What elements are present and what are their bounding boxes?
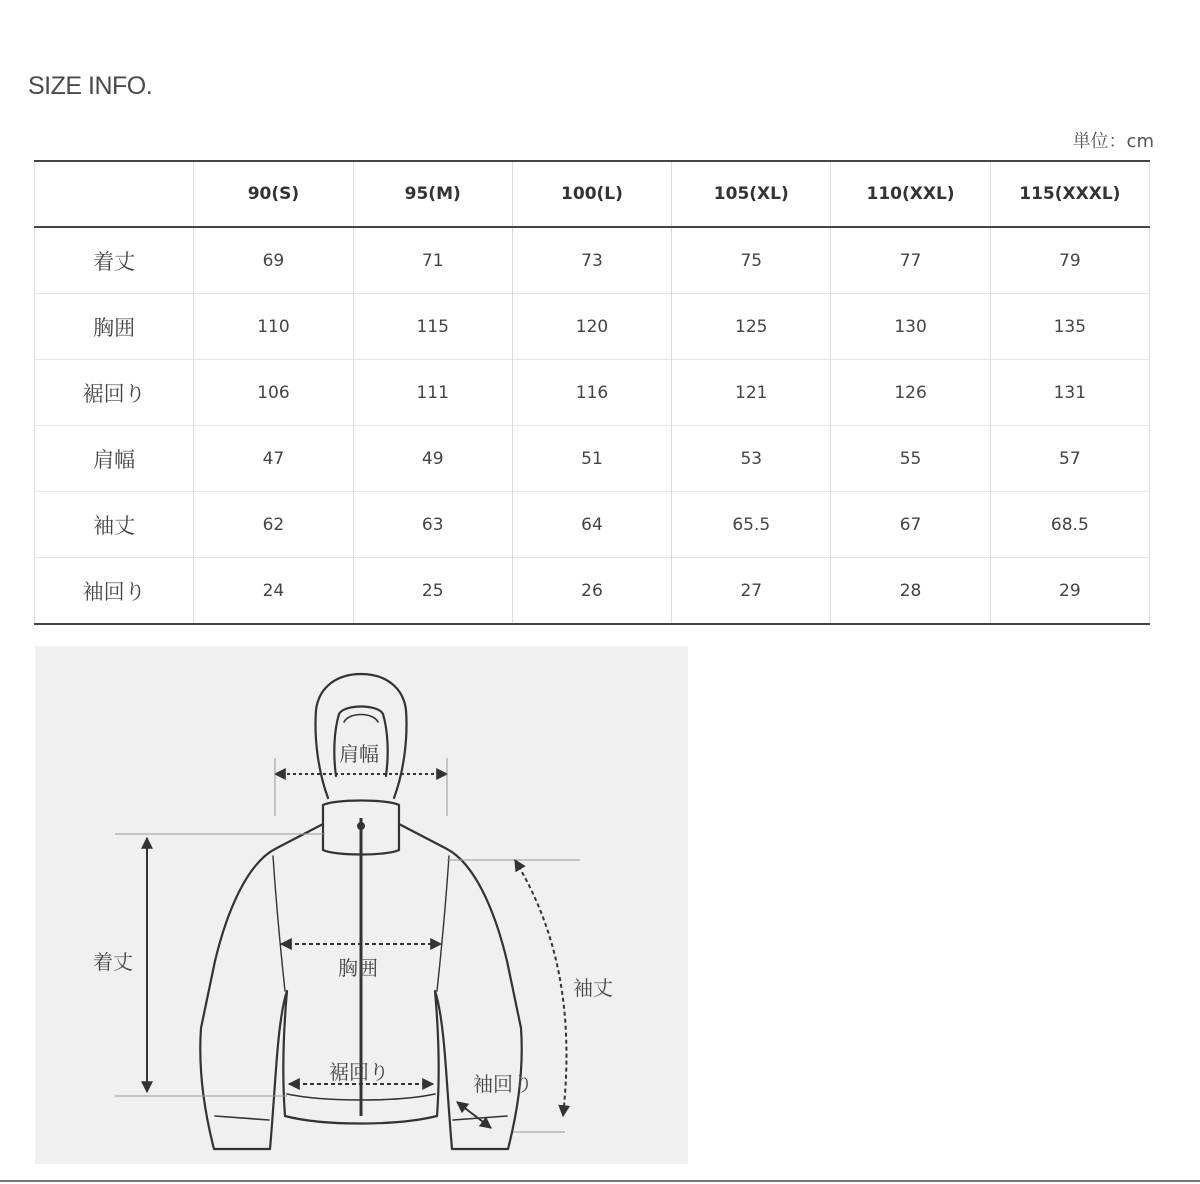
table-cell: 126 xyxy=(831,360,990,426)
chest-label: 胸囲 xyxy=(338,956,378,980)
table-cell: 67 xyxy=(831,492,990,558)
measurement-diagram xyxy=(35,646,688,1164)
row-label: 肩幅 xyxy=(35,426,194,492)
table-row xyxy=(35,426,1150,492)
table-row xyxy=(35,360,1150,426)
table-cell: 69 xyxy=(194,227,353,294)
hem-label: 裾回り xyxy=(329,1060,389,1084)
sleeve-opening-arrow xyxy=(457,1102,491,1128)
table-cell: 27 xyxy=(672,558,831,625)
table-row xyxy=(35,492,1150,558)
bottom-divider xyxy=(0,1180,1200,1182)
jacket-illustration xyxy=(35,646,688,1164)
table-cell: 65.5 xyxy=(672,492,831,558)
table-cell: 111 xyxy=(353,360,512,426)
table-cell: 28 xyxy=(831,558,990,625)
table-cell: 55 xyxy=(831,426,990,492)
column-header: 105(XL) xyxy=(672,161,831,227)
table-cell: 68.5 xyxy=(990,492,1149,558)
table-header-row xyxy=(35,161,1150,227)
column-header: 100(L) xyxy=(512,161,671,227)
length-label: 着丈 xyxy=(93,950,133,974)
row-label: 袖丈 xyxy=(35,492,194,558)
sleeve-opening-label: 袖回り xyxy=(473,1072,533,1096)
table-cell: 24 xyxy=(194,558,353,625)
table-cell: 115 xyxy=(353,294,512,360)
section-title: SIZE INFO. xyxy=(28,72,153,100)
table-cell: 131 xyxy=(990,360,1149,426)
row-label: 裾回り xyxy=(35,360,194,426)
table-cell: 130 xyxy=(831,294,990,360)
table-cell: 110 xyxy=(194,294,353,360)
table-cell: 116 xyxy=(512,360,671,426)
size-table xyxy=(34,160,1150,625)
column-header: 115(XXXL) xyxy=(990,161,1149,227)
table-cell: 53 xyxy=(672,426,831,492)
corner-cell xyxy=(35,161,194,227)
table-cell: 121 xyxy=(672,360,831,426)
sleeve-length-label: 袖丈 xyxy=(573,976,613,1000)
table-cell: 57 xyxy=(990,426,1149,492)
column-header: 90(S) xyxy=(194,161,353,227)
table-cell: 71 xyxy=(353,227,512,294)
row-label: 胸囲 xyxy=(35,294,194,360)
table-cell: 106 xyxy=(194,360,353,426)
table-cell: 63 xyxy=(353,492,512,558)
table-cell: 49 xyxy=(353,426,512,492)
table-cell: 77 xyxy=(831,227,990,294)
column-header: 110(XXL) xyxy=(831,161,990,227)
table-row xyxy=(35,558,1150,625)
table-cell: 64 xyxy=(512,492,671,558)
unit-label: 単位：cm xyxy=(1072,131,1154,152)
row-label: 袖回り xyxy=(35,558,194,625)
table-cell: 62 xyxy=(194,492,353,558)
table-cell: 29 xyxy=(990,558,1149,625)
table-cell: 73 xyxy=(512,227,671,294)
table-cell: 79 xyxy=(990,227,1149,294)
table-cell: 26 xyxy=(512,558,671,625)
table-cell: 75 xyxy=(672,227,831,294)
table-cell: 125 xyxy=(672,294,831,360)
hood-outline xyxy=(316,674,407,798)
table-cell: 120 xyxy=(512,294,671,360)
column-header: 95(M) xyxy=(353,161,512,227)
table-row xyxy=(35,294,1150,360)
shoulder-label: 肩幅 xyxy=(339,742,379,766)
table-cell: 51 xyxy=(512,426,671,492)
table-cell: 25 xyxy=(353,558,512,625)
table-cell: 47 xyxy=(194,426,353,492)
table-row xyxy=(35,227,1150,294)
table-cell: 135 xyxy=(990,294,1149,360)
row-label: 着丈 xyxy=(35,227,194,294)
